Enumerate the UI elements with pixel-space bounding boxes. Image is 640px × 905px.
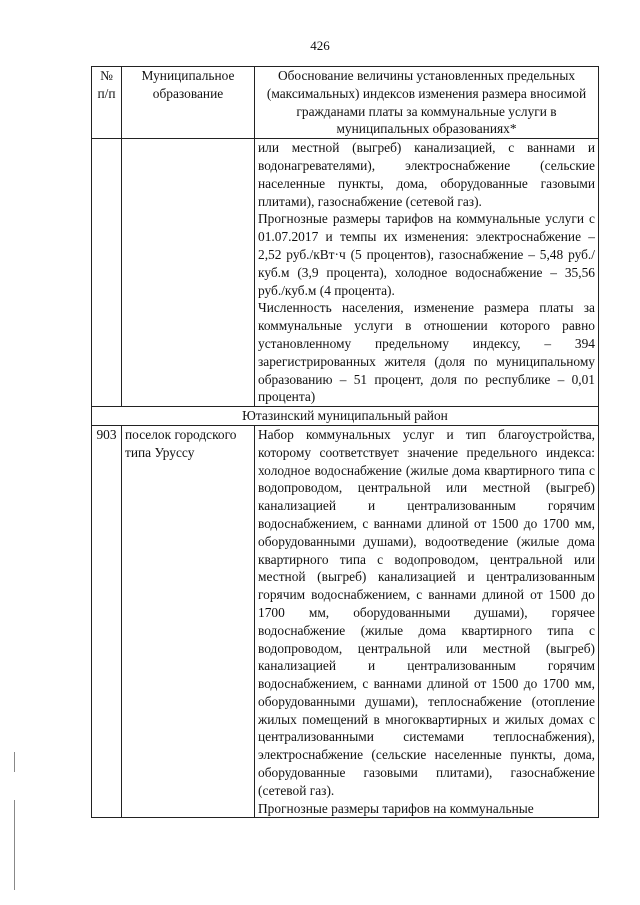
scan-margin-mark (14, 800, 15, 890)
scan-margin-mark (14, 752, 15, 772)
paragraph: Прогнозные размеры тарифов на коммунальные (258, 800, 534, 816)
cell-justification (255, 425, 599, 818)
header-municipality: Муниципальное образование (122, 67, 255, 139)
paragraph: Прогнозные размеры тарифов на коммунальные услуги с 01.07.2017 и темпы их изменения: электроснабжение – 2,52 руб./кВт·ч (5 процентов), газоснабжение – 5,48 руб./куб.м (3,9 процента), холодное водоснабжение – 35,56 руб./куб.м (4 процента). (258, 211, 595, 298)
header-justification: Обоснование величины установленных предельных (максимальных) индексов изменения размера вносимой гражданами платы за коммунальные услуги в муниципальных образованиях* (255, 67, 599, 139)
tariff-index-table (91, 66, 599, 818)
table-row-903 (92, 425, 599, 818)
cell-num-empty (92, 139, 122, 407)
paragraph: или местной (выгреб) канализацией, с ваннами и водонагревателями), электроснабжение (сельские населенные пункты, дома, оборудованные газовыми плитами), газоснабжение (сетевой газ). (258, 140, 595, 209)
section-title: Ютазинский муниципальный район (92, 407, 599, 426)
page-number: 426 (310, 38, 330, 53)
table-row-continued (92, 139, 599, 407)
header-num: № п/п (92, 67, 122, 139)
cell-num: 903 (92, 425, 122, 818)
paragraph: Набор коммунальных услуг и тип благоустройства, которому соответствует значение предельного индекса: холодное водоснабжение (жилые дома квартирного типа с водопроводом, центральной или местной (выгреб) канализацией и централизованным горячим водоснабжением, с ваннами длиной от 1500 до 1700 мм, оборудованными душами), водоотведение (жилые дома квартирного типа с водопроводом, центральной или местной (выгреб) канализацией и централизованным горячим водоснабжением, с ваннами длиной от 1500 до 1700 мм, оборудованными душами), горячее водоснабжение (жилые дома квартирного типа с водопроводом, центральной или местной (выгреб) канализацией и централизованным горячим водоснабжением, с ваннами длиной от 1500 до 1700 мм, оборудованными душами), теплоснабжение (отопление жилых помещений в многоквартирных и жилых домах с централизованными системами теплоснабжения), электроснабжение (сельские населенные пункты, дома, оборудованные газовыми плитами), газоснабжение (сетевой газ). (258, 426, 595, 798)
paragraph: Численность населения, изменение размера платы за коммунальные услуги в отношении которого равно установленному предельному индексу, – 394 зарегистрированных жителя (доля по муниципальному образованию – 51 процент, доля по республике – 0,01 процента) (258, 300, 595, 405)
section-row (92, 407, 599, 426)
cell-municipality-empty (122, 139, 255, 407)
table-header-row (92, 67, 599, 139)
cell-justification-continued (255, 139, 599, 407)
cell-municipality: поселок городского типа Уруссу (122, 425, 255, 818)
